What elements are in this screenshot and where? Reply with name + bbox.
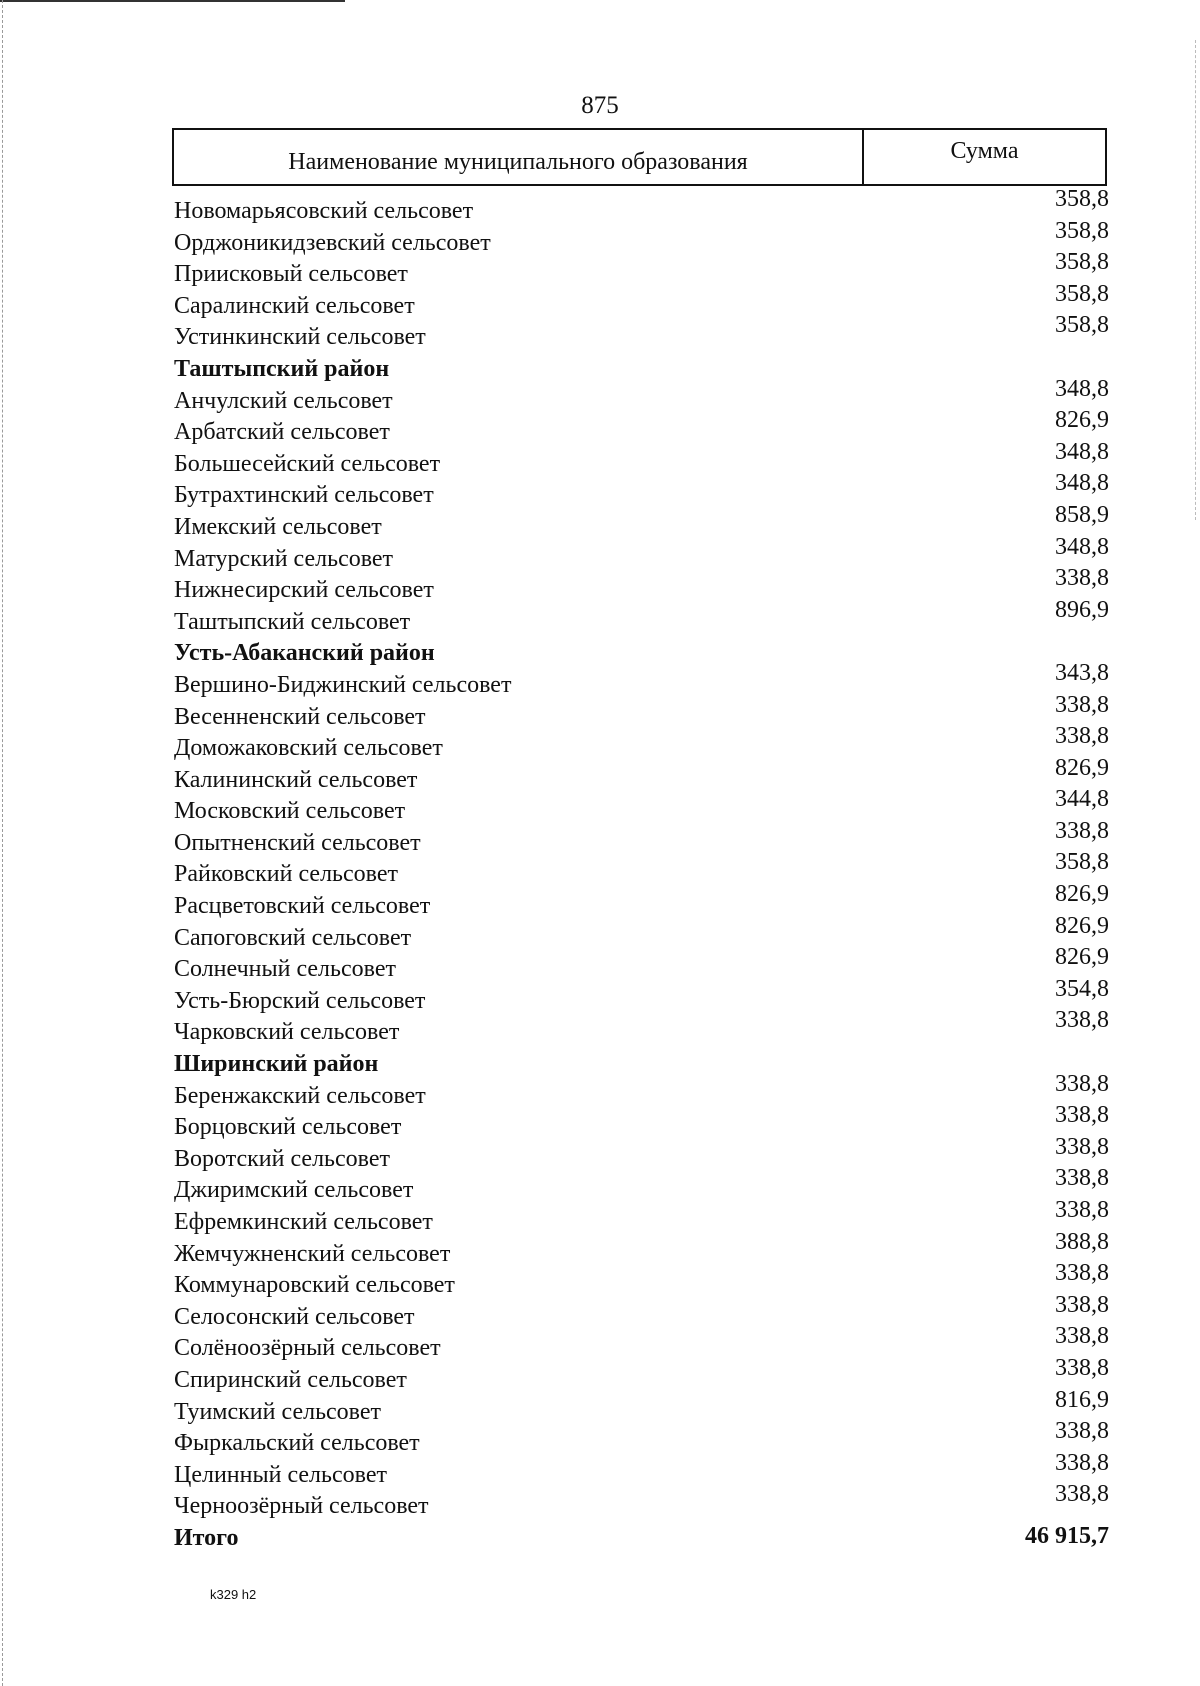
sum-value: 388,8: [1055, 1228, 1109, 1255]
sum-value: 338,8: [1055, 1197, 1109, 1223]
sum-value: 358,8: [1055, 217, 1109, 244]
municipality-name: Ефремкинский сельсовет: [174, 1209, 433, 1235]
municipality-name: Матурский сельсовет: [174, 545, 394, 572]
table-row: [174, 375, 1119, 420]
municipality-name: Калининский сельсовет: [174, 766, 418, 793]
sum-value: 816,9: [1055, 1386, 1109, 1413]
sum-value: 348,8: [1055, 533, 1109, 560]
table-row: [174, 501, 1119, 546]
header-name-column: Наименование муниципального образования: [174, 130, 864, 184]
total-row: [174, 1522, 1119, 1557]
table-row: [174, 912, 1119, 957]
sum-value: 338,8: [1055, 1133, 1109, 1160]
table-row: [174, 659, 1119, 704]
municipality-name: Таштыпский сельсовет: [174, 608, 411, 635]
sum-value: 343,8: [1055, 659, 1109, 686]
sum-value: 338,8: [1055, 1449, 1109, 1476]
sum-value: 344,8: [1055, 786, 1109, 813]
table-row: [174, 1260, 1119, 1304]
table-row: [174, 217, 1119, 262]
sum-value: 826,9: [1055, 912, 1109, 939]
municipality-name: Расцветовский сельсовет: [174, 893, 431, 920]
municipality-name: Сапоговский сельсовет: [174, 924, 412, 951]
municipality-name: Вершино-Биджинский сельсовет: [174, 671, 512, 698]
table-row: [174, 944, 1119, 988]
table-row: [174, 280, 1119, 325]
municipality-name: Беренжакский сельсовет: [174, 1082, 426, 1109]
sum-value: 354,8: [1055, 975, 1109, 1002]
municipality-name: Орджоникидзевский сельсовет: [174, 229, 491, 256]
municipality-name: Московский сельсовет: [174, 798, 406, 825]
district-header-row: [174, 356, 1119, 388]
municipality-name: Селосонский сельсовет: [174, 1303, 415, 1330]
sum-value: 338,8: [1055, 817, 1109, 844]
municipality-name: Приисковый сельсовет: [174, 261, 408, 288]
table-row: [174, 975, 1119, 1020]
table-row: [174, 312, 1119, 356]
municipality-name: Борцовский сельсовет: [174, 1114, 402, 1141]
table-row: [174, 1007, 1119, 1051]
table-row: [174, 1070, 1119, 1115]
district-name: Усть-Абаканский район: [174, 640, 435, 667]
municipality-name: Весенненский сельсовет: [174, 703, 426, 730]
table-body: [174, 186, 1119, 1557]
table-row: [174, 1197, 1119, 1241]
municipality-name: Бутрахтинский сельсовет: [174, 482, 434, 509]
municipality-name: Опытненский сельсовет: [174, 829, 421, 856]
sum-value: 826,9: [1055, 754, 1109, 781]
sum-value: 338,8: [1055, 1354, 1109, 1381]
sum-value: 338,8: [1055, 1260, 1109, 1287]
table-row: [174, 754, 1119, 799]
sum-value: 358,8: [1055, 280, 1109, 307]
table-row: [174, 723, 1119, 767]
table-row: [174, 1449, 1119, 1494]
scan-edge-left: [2, 0, 3, 1686]
sum-value: 358,8: [1055, 249, 1109, 276]
municipality-name: Спиринский сельсовет: [174, 1366, 407, 1393]
table-row: [174, 1133, 1119, 1178]
municipality-name: Большесейский сельсовет: [174, 450, 441, 477]
table-header: [172, 128, 1107, 186]
district-name: Таштыпский район: [174, 355, 390, 382]
municipality-name: Саралинский сельсовет: [174, 292, 415, 319]
table-row: [174, 1354, 1119, 1399]
total-value: 46 915,7: [1025, 1522, 1109, 1549]
table-row: [174, 849, 1119, 893]
municipality-name: Джиримский сельсовет: [174, 1177, 414, 1204]
municipality-name: Новомарьясовский сельсовет: [174, 198, 474, 224]
municipality-name: Чарковский сельсовет: [174, 1019, 400, 1046]
sum-value: 338,8: [1055, 1070, 1109, 1097]
sum-value: 348,8: [1055, 470, 1109, 497]
municipality-name: Арбатский сельсовет: [174, 419, 390, 446]
sum-value: 826,9: [1055, 407, 1109, 434]
municipality-name: Доможаковский сельсовет: [174, 735, 443, 762]
sum-value: 358,8: [1055, 849, 1109, 876]
sum-value: 358,8: [1055, 312, 1109, 339]
table-row: [174, 881, 1119, 925]
header-sum-column: Сумма: [950, 137, 1019, 164]
district-name: Ширинский район: [174, 1051, 379, 1078]
sum-value: 338,8: [1055, 1165, 1109, 1192]
sum-value: 338,8: [1055, 1291, 1109, 1318]
municipality-name: Солёноозёрный сельсовет: [174, 1335, 441, 1362]
table-row: [174, 1323, 1119, 1367]
municipality-name: Устинкинский сельсовет: [174, 324, 426, 351]
sum-value: 826,9: [1055, 881, 1109, 908]
table-row: [174, 817, 1119, 862]
district-header-row: [174, 1051, 1119, 1083]
sum-value: 338,8: [1055, 691, 1109, 718]
sum-value: 338,8: [1055, 565, 1109, 592]
table-row: [174, 249, 1119, 293]
sum-value: 338,8: [1055, 723, 1109, 750]
sum-value: 348,8: [1055, 438, 1109, 465]
page-number: 875: [581, 92, 619, 119]
municipality-name: Райковский сельсовет: [174, 861, 398, 888]
table-row: [174, 596, 1119, 641]
sum-value: 358,8: [1055, 186, 1109, 212]
table-row: [174, 1418, 1119, 1462]
municipality-name: Усть-Бюрский сельсовет: [174, 987, 426, 1014]
sum-value: 338,8: [1055, 1007, 1109, 1034]
municipality-name: Туимский сельсовет: [174, 1398, 381, 1425]
table-row: [174, 691, 1119, 736]
table-row: [174, 1228, 1119, 1273]
municipality-name: Черноозёрный сельсовет: [174, 1493, 429, 1520]
sum-value: 338,8: [1055, 1323, 1109, 1350]
scan-edge-top: [0, 0, 345, 2]
table-row: [174, 1481, 1119, 1525]
table-row: [174, 786, 1119, 830]
municipality-name: Целинный сельсовет: [174, 1461, 387, 1488]
total-label: Итого: [174, 1524, 239, 1551]
table-row: [174, 186, 1119, 230]
table-row: [174, 470, 1119, 514]
table-row: [174, 407, 1119, 451]
table-row: [174, 1165, 1119, 1209]
district-header-row: [174, 640, 1119, 672]
municipality-name: Солнечный сельсовет: [174, 956, 396, 983]
table-row: [174, 1386, 1119, 1431]
table-row: [174, 533, 1119, 578]
table-row: [174, 1102, 1119, 1146]
sum-value: 826,9: [1055, 944, 1109, 971]
municipality-name: Имекский сельсовет: [174, 513, 382, 540]
municipality-name: Коммунаровский сельсовет: [174, 1272, 455, 1299]
table-row: [174, 565, 1119, 609]
sum-value: 338,8: [1055, 1481, 1109, 1508]
municipality-name: Воротский сельсовет: [174, 1145, 390, 1172]
sum-value: 338,8: [1055, 1102, 1109, 1129]
table-row: [174, 438, 1119, 483]
sum-value: 338,8: [1055, 1418, 1109, 1445]
municipality-name: Анчулский сельсовет: [174, 387, 393, 414]
sum-value: 858,9: [1055, 501, 1109, 528]
footer-code: k329 h2: [210, 1587, 257, 1602]
municipality-name: Нижнесирский сельсовет: [174, 577, 434, 604]
municipality-name: Жемчужненский сельсовет: [174, 1240, 451, 1267]
table-row: [174, 1291, 1119, 1336]
municipality-name: Фыркальский сельсовет: [174, 1430, 420, 1457]
sum-value: 896,9: [1055, 596, 1109, 623]
sum-value: 348,8: [1055, 375, 1109, 402]
